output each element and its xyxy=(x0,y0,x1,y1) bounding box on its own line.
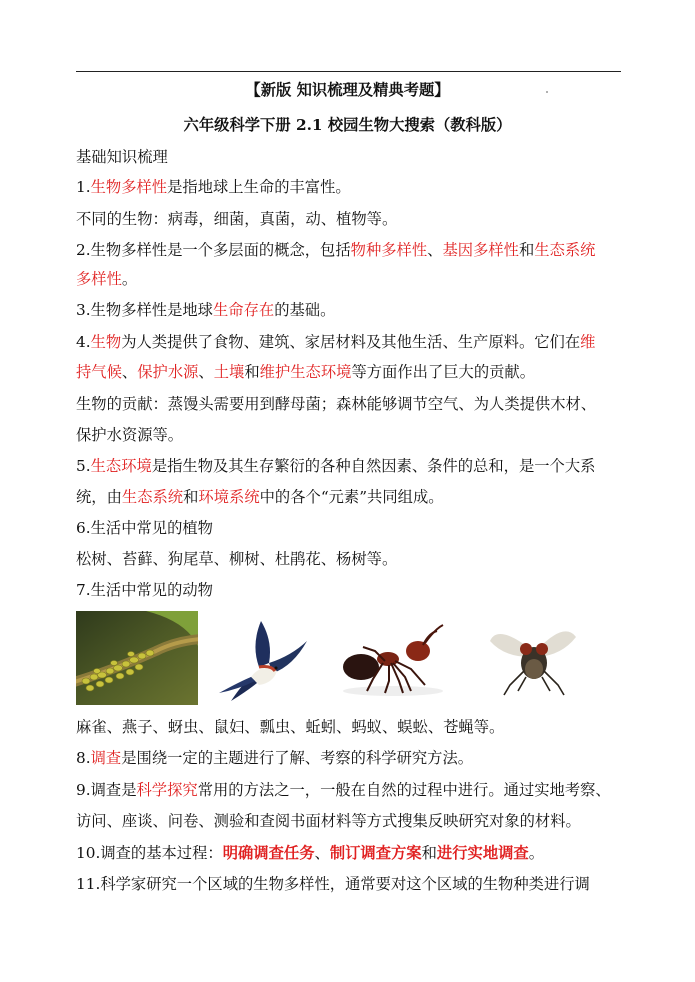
highlight-term: 生物多样性 xyxy=(90,178,168,196)
text: 。 xyxy=(121,270,138,288)
item-number: 4. xyxy=(76,333,91,351)
paragraph-6-title: 6.生活中常见的植物 xyxy=(76,519,213,537)
paragraph-5-line-2 xyxy=(76,487,636,507)
doc-title: 【新版 知识梳理及精典考题】 xyxy=(245,81,450,99)
item-number: 8. xyxy=(76,749,91,767)
text: 是指地球上生命的丰富性。 xyxy=(167,178,351,196)
paragraph-3 xyxy=(76,300,636,320)
text: 、 xyxy=(314,844,330,862)
text: 等方面作出了巨大的贡献。 xyxy=(351,363,536,381)
text: 统，由 xyxy=(76,488,122,506)
text: 和 xyxy=(421,844,437,862)
paragraph-4-line-1 xyxy=(76,332,636,352)
highlight-term: 物种多样性 xyxy=(350,241,428,259)
text: 9.调查是 xyxy=(76,781,137,799)
text: 中的各个“元素”共同组成。 xyxy=(259,488,444,506)
paragraph-6-list: 松树、苔藓、狗尾草、柳树、杜鹃花、杨树等。 xyxy=(76,550,398,568)
paragraph-5-line-1 xyxy=(76,456,636,476)
text: 。 xyxy=(528,844,545,862)
paragraph-1b: 不同的生物：病毒，细菌，真菌，动、植物等。 xyxy=(76,210,398,228)
text: 、 xyxy=(427,241,443,259)
text: 是围绕一定的主题进行了解、考察的科学研究方法。 xyxy=(121,749,474,767)
text: 2.生物多样性是一个多层面的概念，包括 xyxy=(76,241,351,259)
item-number: 5. xyxy=(76,457,91,475)
text: 和 xyxy=(183,488,199,506)
paragraph-1 xyxy=(76,177,636,197)
text: 、 xyxy=(121,363,138,381)
highlight-term: 土壤 xyxy=(213,363,245,381)
paragraph-9-line-2: 访问、座谈、问卷、测验和查阅书面材料等方式搜集反映研究对象的材料。 xyxy=(76,812,581,830)
swallow-photo xyxy=(211,611,311,705)
text: 、 xyxy=(198,363,214,381)
highlight-term: 维 xyxy=(580,333,596,351)
highlight-term: 多样性 xyxy=(76,270,122,288)
highlight-term: 环境系统 xyxy=(198,488,260,506)
highlight-term: 调查 xyxy=(90,749,122,767)
highlight-term: 明确调查任务 xyxy=(222,844,315,862)
highlight-term: 生态环境 xyxy=(90,457,152,475)
paragraph-11: 11.科学家研究一个区域的生物多样性，通常要对这个区域的生物种类进行调 xyxy=(76,875,590,893)
paragraph-7-title: 7.生活中常见的动物 xyxy=(76,581,213,599)
item-number: 1. xyxy=(76,178,91,196)
paragraph-2-line-1 xyxy=(76,240,636,260)
paragraph-4b-line-2: 保护水资源等。 xyxy=(76,426,184,444)
highlight-term: 进行实地调查 xyxy=(436,844,529,862)
header-rule xyxy=(76,71,621,72)
text: 是指生物及其生存繁衍的各种自然因素、条件的总和，是一个大系 xyxy=(151,457,596,475)
text: 3.生物多样性是地球 xyxy=(76,301,213,319)
highlight-term: 生态系统 xyxy=(534,241,596,259)
paragraph-10 xyxy=(76,843,636,863)
aphids-photo xyxy=(76,611,198,705)
ant-photo xyxy=(333,611,451,705)
section-heading: 基础知识梳理 xyxy=(76,148,168,166)
text: 为人类提供了食物、建筑、家居材料及其他生活、生产原料。它们在 xyxy=(121,333,581,351)
highlight-term: 制订调查方案 xyxy=(329,844,422,862)
paragraph-4-line-2 xyxy=(76,362,636,382)
highlight-term: 基因多样性 xyxy=(442,241,519,259)
highlight-term: 维护生态环境 xyxy=(259,363,352,381)
text: 常用的方法之一，一般在自然的过程中进行。通过实地考察、 xyxy=(197,781,611,799)
highlight-term: 生态系统 xyxy=(121,488,184,506)
paragraph-7-list: 麻雀、燕子、蚜虫、鼠妇、瓢虫、蚯蚓、蚂蚁、蜈蚣、苍蝇等。 xyxy=(76,718,505,736)
text: 10.调查的基本过程： xyxy=(76,844,223,862)
fly-photo xyxy=(478,611,588,705)
highlight-term: 科学探究 xyxy=(136,781,198,799)
paragraph-2-line-2 xyxy=(76,269,636,289)
highlight-term: 持气候 xyxy=(76,363,122,381)
text: 的基础。 xyxy=(274,301,336,319)
doc-subtitle: 六年级科学下册 2.1 校园生物大搜索（教科版） xyxy=(183,116,512,134)
highlight-term: 生命存在 xyxy=(212,301,275,319)
highlight-term: 生物 xyxy=(90,333,122,351)
paragraph-4b-line-1: 生物的贡献：蒸馒头需要用到酵母菌；森林能够调节空气、为人类提供木材、 xyxy=(76,395,597,413)
paragraph-8 xyxy=(76,748,636,768)
highlight-term: 保护水源 xyxy=(137,363,199,381)
text: 和 xyxy=(518,241,535,259)
paragraph-9-line-1 xyxy=(76,780,636,800)
text: 和 xyxy=(244,363,260,381)
